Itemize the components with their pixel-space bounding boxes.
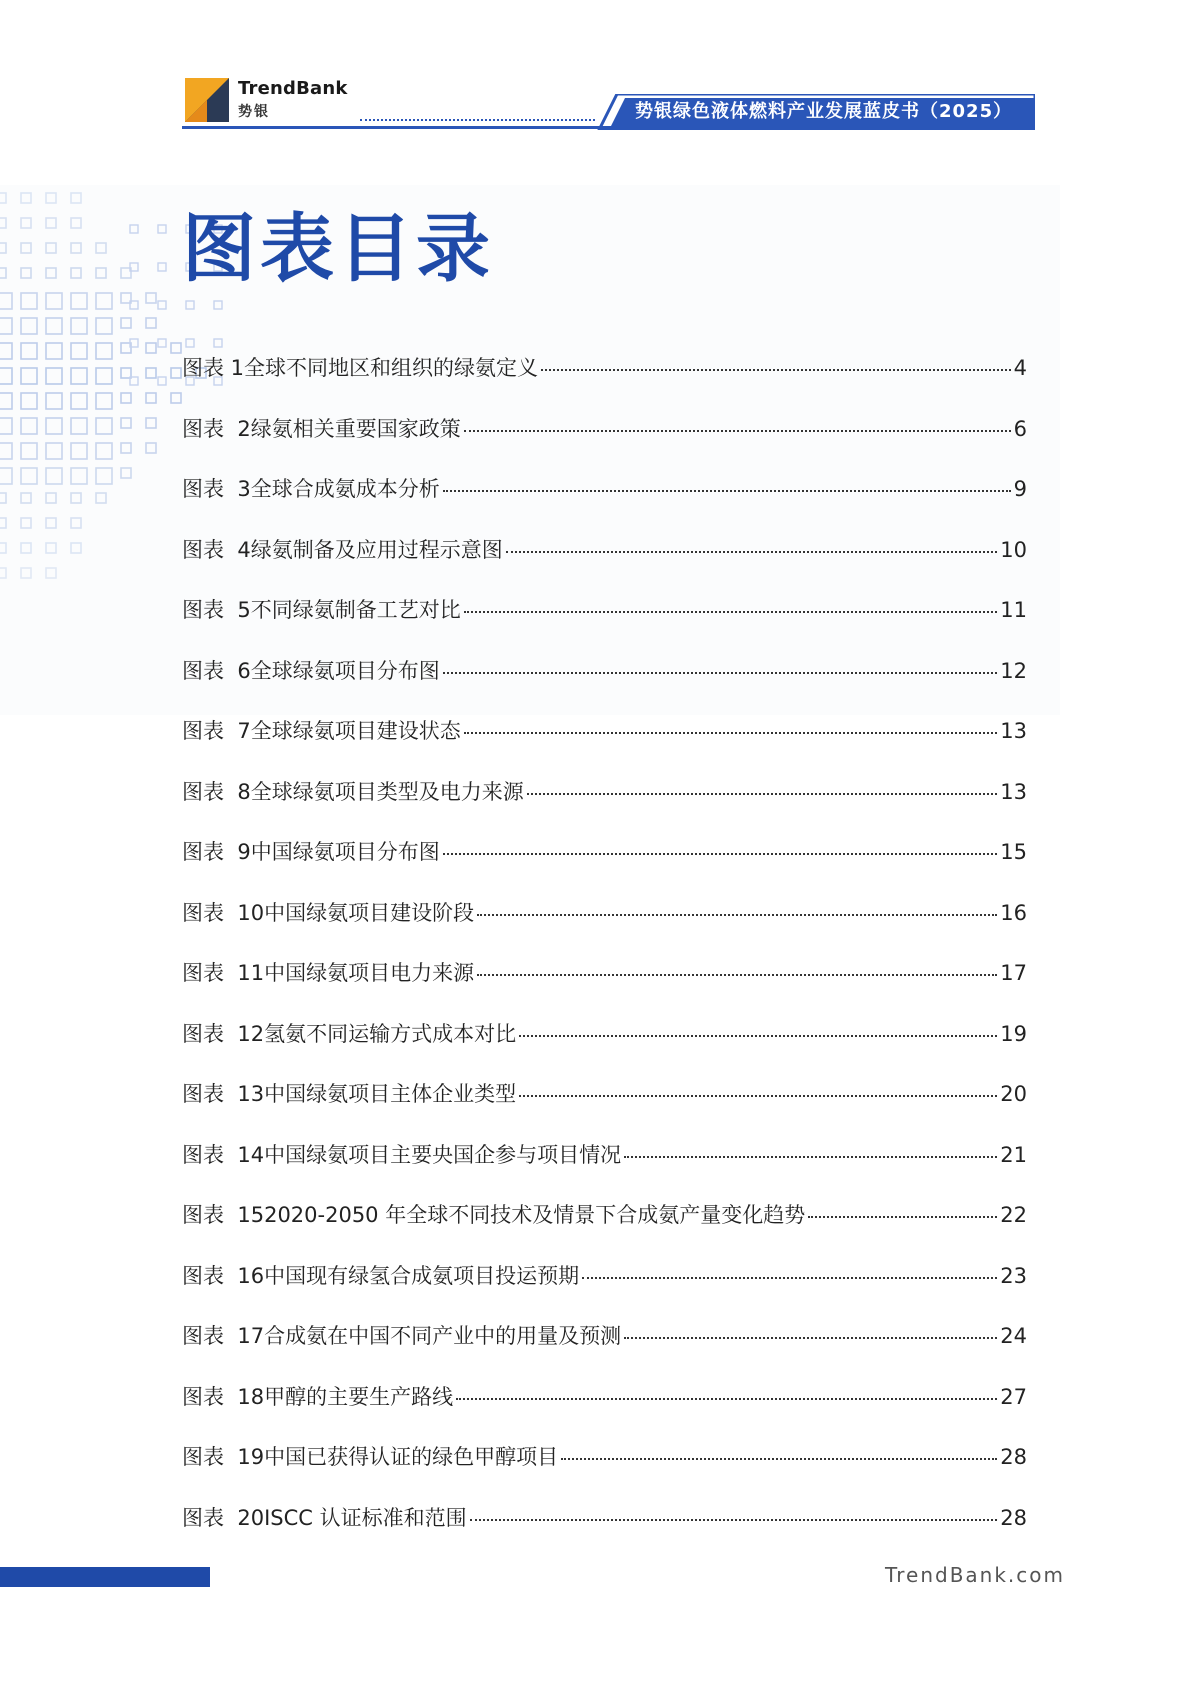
toc-entry-number: 图表 10 (182, 900, 265, 925)
toc-entry-title: 不同绿氨制备工艺对比 (250, 598, 461, 622)
page-header (0, 0, 1200, 140)
toc-dot-leader (464, 611, 998, 613)
toc-entry-page: 24 (1000, 1324, 1027, 1348)
toc-dot-leader (561, 1458, 997, 1460)
toc-entry[interactable] (182, 1018, 1027, 1079)
toc-entry-title: 全球绿氨项目分布图 (250, 658, 440, 683)
toc-entry-title: ISCC 认证标准和范围 (264, 1505, 467, 1530)
toc-entry-page: 15 (1000, 840, 1027, 864)
toc-dot-leader (443, 853, 998, 855)
toc-dot-leader (582, 1277, 997, 1279)
toc-entry-page: 10 (1000, 537, 1027, 562)
toc-entry-number: 图表 17 (182, 1324, 265, 1348)
toc-entry[interactable] (182, 413, 1027, 474)
toc-entry[interactable] (182, 1320, 1027, 1381)
page-title: 图表目录 (182, 206, 494, 292)
toc-entry-page: 4 (1013, 356, 1027, 380)
logo-subtitle: 势银 (238, 104, 270, 120)
toc-entry-page: 13 (1000, 779, 1027, 804)
toc-entry-title: 绿氨相关重要国家政策 (250, 416, 461, 441)
toc-entry-title: 甲醇的主要生产路线 (264, 1384, 454, 1409)
toc-entry-number: 图表 13 (182, 1082, 265, 1106)
toc-entry-title: 全球绿氨项目建设状态 (250, 719, 461, 743)
toc-entry-number: 图表 8 (182, 779, 251, 804)
toc-entry-page: 23 (1000, 1263, 1027, 1288)
toc-entry-number: 图表 14 (182, 1142, 265, 1167)
toc-entry-number: 图表 4 (182, 537, 251, 562)
toc-entry-page: 28 (1000, 1445, 1027, 1469)
trendbank-logo-icon (185, 78, 229, 122)
toc-entry-page: 20 (1000, 1082, 1027, 1106)
toc-entry[interactable] (182, 957, 1027, 1018)
toc-entry-title: 中国绿氨项目分布图 (250, 840, 440, 864)
toc-entry[interactable] (182, 715, 1027, 776)
toc-entry-number: 图表 2 (182, 416, 251, 441)
toc-dot-leader (470, 1519, 998, 1521)
toc-entry[interactable] (182, 1441, 1027, 1502)
toc-entry[interactable] (182, 594, 1027, 655)
toc-dot-leader (477, 974, 997, 976)
toc-entry-page: 11 (1000, 598, 1027, 622)
toc-entry-title: 全球绿氨项目类型及电力来源 (250, 779, 524, 804)
toc-entry[interactable] (182, 534, 1027, 595)
document-title: 势银绿色液体燃料产业发展蓝皮书（2025） (635, 101, 1013, 122)
toc-entry-number: 图表 6 (182, 658, 251, 683)
toc-dot-leader (443, 490, 1011, 492)
toc-dot-leader (443, 672, 998, 674)
toc-dot-leader (464, 430, 1011, 432)
toc-entry-title: 绿氨制备及应用过程示意图 (250, 537, 503, 562)
toc-dot-leader (527, 793, 998, 795)
toc-entry-title: 中国绿氨项目主要央国企参与项目情况 (264, 1142, 622, 1167)
toc-entry-page: 22 (1000, 1203, 1027, 1227)
toc-dot-leader (519, 1035, 997, 1037)
toc-entry-title: 中国绿氨项目电力来源 (264, 961, 475, 985)
toc-entry[interactable] (182, 1078, 1027, 1139)
toc-entry-number: 图表 19 (182, 1445, 265, 1469)
header-rule (182, 126, 1034, 129)
toc-entry-title: 中国现有绿氢合成氨项目投运预期 (264, 1263, 580, 1288)
header-dotted-rule (360, 119, 595, 121)
figure-list (182, 352, 1027, 1562)
toc-dot-leader (519, 1095, 997, 1097)
toc-entry[interactable] (182, 655, 1027, 716)
toc-entry-page: 21 (1000, 1142, 1027, 1167)
toc-entry-page: 17 (1000, 961, 1027, 985)
toc-entry-page: 9 (1013, 477, 1027, 501)
toc-dot-leader (808, 1216, 997, 1218)
toc-entry-title: 中国已获得认证的绿色甲醇项目 (264, 1445, 559, 1469)
toc-entry-title: 中国绿氨项目建设阶段 (264, 900, 475, 925)
toc-dot-leader (464, 732, 998, 734)
toc-entry[interactable] (182, 897, 1027, 958)
footer-website: TrendBank.com (884, 1563, 1065, 1587)
logo-name: TrendBank (238, 78, 348, 99)
toc-entry[interactable] (182, 1260, 1027, 1321)
toc-entry-page: 13 (1000, 719, 1027, 743)
toc-entry[interactable] (182, 1199, 1027, 1260)
toc-entry-number: 图表 11 (182, 961, 265, 985)
toc-entry[interactable] (182, 1381, 1027, 1442)
toc-entry-number: 图表 15 (182, 1203, 265, 1227)
toc-entry-title: 2020-2050 年全球不同技术及情景下合成氨产量变化趋势 (264, 1203, 806, 1227)
toc-entry-number: 图表 1 (182, 356, 245, 380)
toc-entry-number: 图表 20 (182, 1505, 265, 1530)
toc-entry[interactable] (182, 776, 1027, 837)
toc-entry-title: 氢氨不同运输方式成本对比 (264, 1021, 517, 1046)
footer-accent-bar (0, 1567, 210, 1587)
toc-dot-leader (541, 369, 1011, 371)
toc-entry[interactable] (182, 352, 1027, 413)
toc-dot-leader (477, 914, 997, 916)
toc-entry-number: 图表 9 (182, 840, 251, 864)
toc-entry-page: 12 (1000, 658, 1027, 683)
toc-entry-page: 19 (1000, 1021, 1027, 1046)
toc-entry-page: 16 (1000, 900, 1027, 925)
toc-dot-leader (506, 551, 998, 553)
toc-entry-title: 全球合成氨成本分析 (250, 477, 440, 501)
toc-entry-title: 全球不同地区和组织的绿氨定义 (244, 356, 539, 380)
toc-dot-leader (624, 1156, 997, 1158)
toc-entry-number: 图表 12 (182, 1021, 265, 1046)
toc-entry[interactable] (182, 473, 1027, 534)
toc-entry-page: 6 (1013, 416, 1027, 441)
toc-entry-number: 图表 16 (182, 1263, 265, 1288)
toc-entry-number: 图表 18 (182, 1384, 265, 1409)
toc-entry[interactable] (182, 1139, 1027, 1200)
toc-entry-number: 图表 3 (182, 477, 251, 501)
toc-entry-title: 合成氨在中国不同产业中的用量及预测 (264, 1324, 622, 1348)
toc-entry[interactable] (182, 1502, 1027, 1563)
toc-entry[interactable] (182, 836, 1027, 897)
toc-entry-page: 28 (1000, 1505, 1027, 1530)
toc-dot-leader (456, 1398, 997, 1400)
toc-entry-page: 27 (1000, 1384, 1027, 1409)
toc-entry-number: 图表 7 (182, 719, 251, 743)
toc-dot-leader (624, 1337, 997, 1339)
toc-entry-title: 中国绿氨项目主体企业类型 (264, 1082, 517, 1106)
toc-entry-number: 图表 5 (182, 598, 251, 622)
